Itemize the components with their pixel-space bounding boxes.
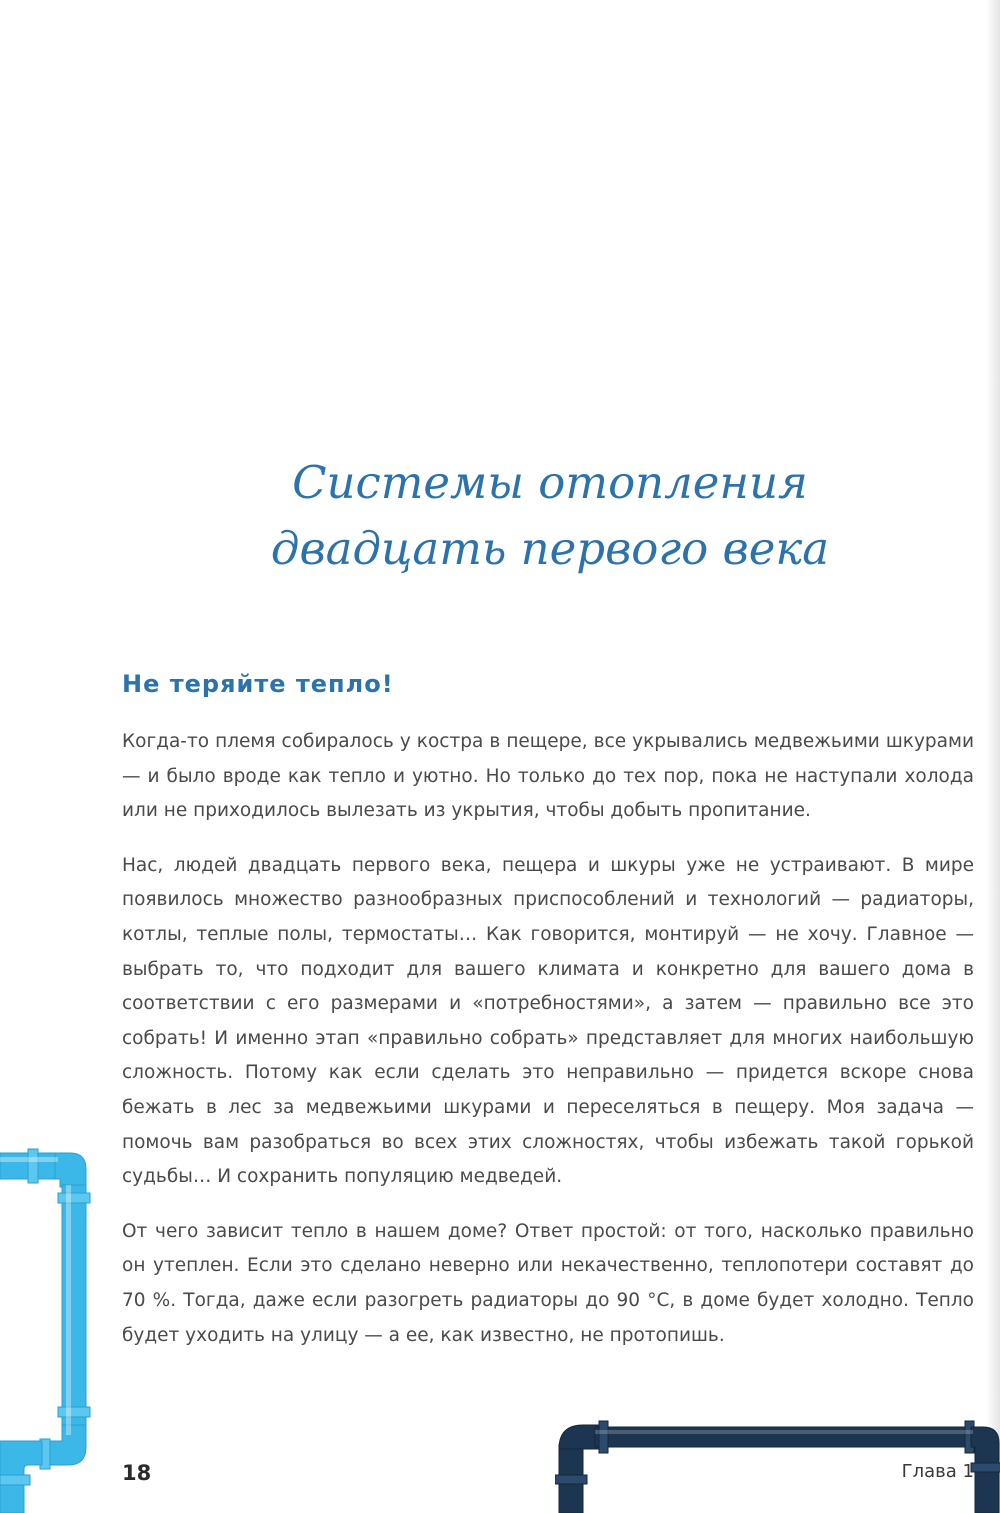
page-edge-shadow [986, 0, 1000, 1513]
body-text [122, 725, 974, 1373]
cyan-pipe-decoration [0, 1135, 100, 1513]
paragraph-3: От чего зависит тепло в нашем доме? Ответ простой: от того, насколько правильно он утеплен. Если это сделано неверно или некачественно, теплопотери составят до 70 %. Тогда, даже если разогреть радиаторы до 90 °С, в доме будет холодно. Тепло будет уходить на улицу — а ее, как известно, не протопишь. [122, 1220, 974, 1346]
chapter-title-line-1: Системы отопления [292, 456, 808, 509]
section-heading: Не теряйте тепло! [122, 670, 394, 698]
paragraph-2: Нас, людей двадцать первого века, пещера и шкуры уже не устраивают. В мире появилось множество разнообразных приспособлений и технологий — радиаторы, котлы, теплые полы, термостаты… Как говорится, монтируй — не хочу. Главное — выбрать то, что подходит для вашего климата и конкретно для вашего дома в соответствии с его размерами и «потребностями», а затем — правильно все это собрать! И именно этап «правильно собрать» представляет для многих наибольшую сложность. Потому как если сделать это неправильно — придется вскоре снова бежать в лес за медвежьими шкурами и переселяться в пещеру. Моя задача — помочь вам разобраться во всех этих сложностях, чтобы избежать такой горькой судьбы… И сохранить популяцию медведей. [122, 854, 974, 1188]
paragraph-1: Когда-то племя собиралось у костра в пещере, все укрывались медвежьими шкурами — и было вроде как тепло и уютно. Но только до тех пор, пока не наступали холода или не приходилось вылезать из укрытия, чтобы добыть пропитание. [122, 731, 974, 822]
chapter-title-line-2: двадцать первого века [270, 522, 830, 575]
chapter-title [170, 450, 930, 582]
page-number: 18 [122, 1461, 152, 1485]
chapter-label: Глава 1 [901, 1461, 974, 1482]
